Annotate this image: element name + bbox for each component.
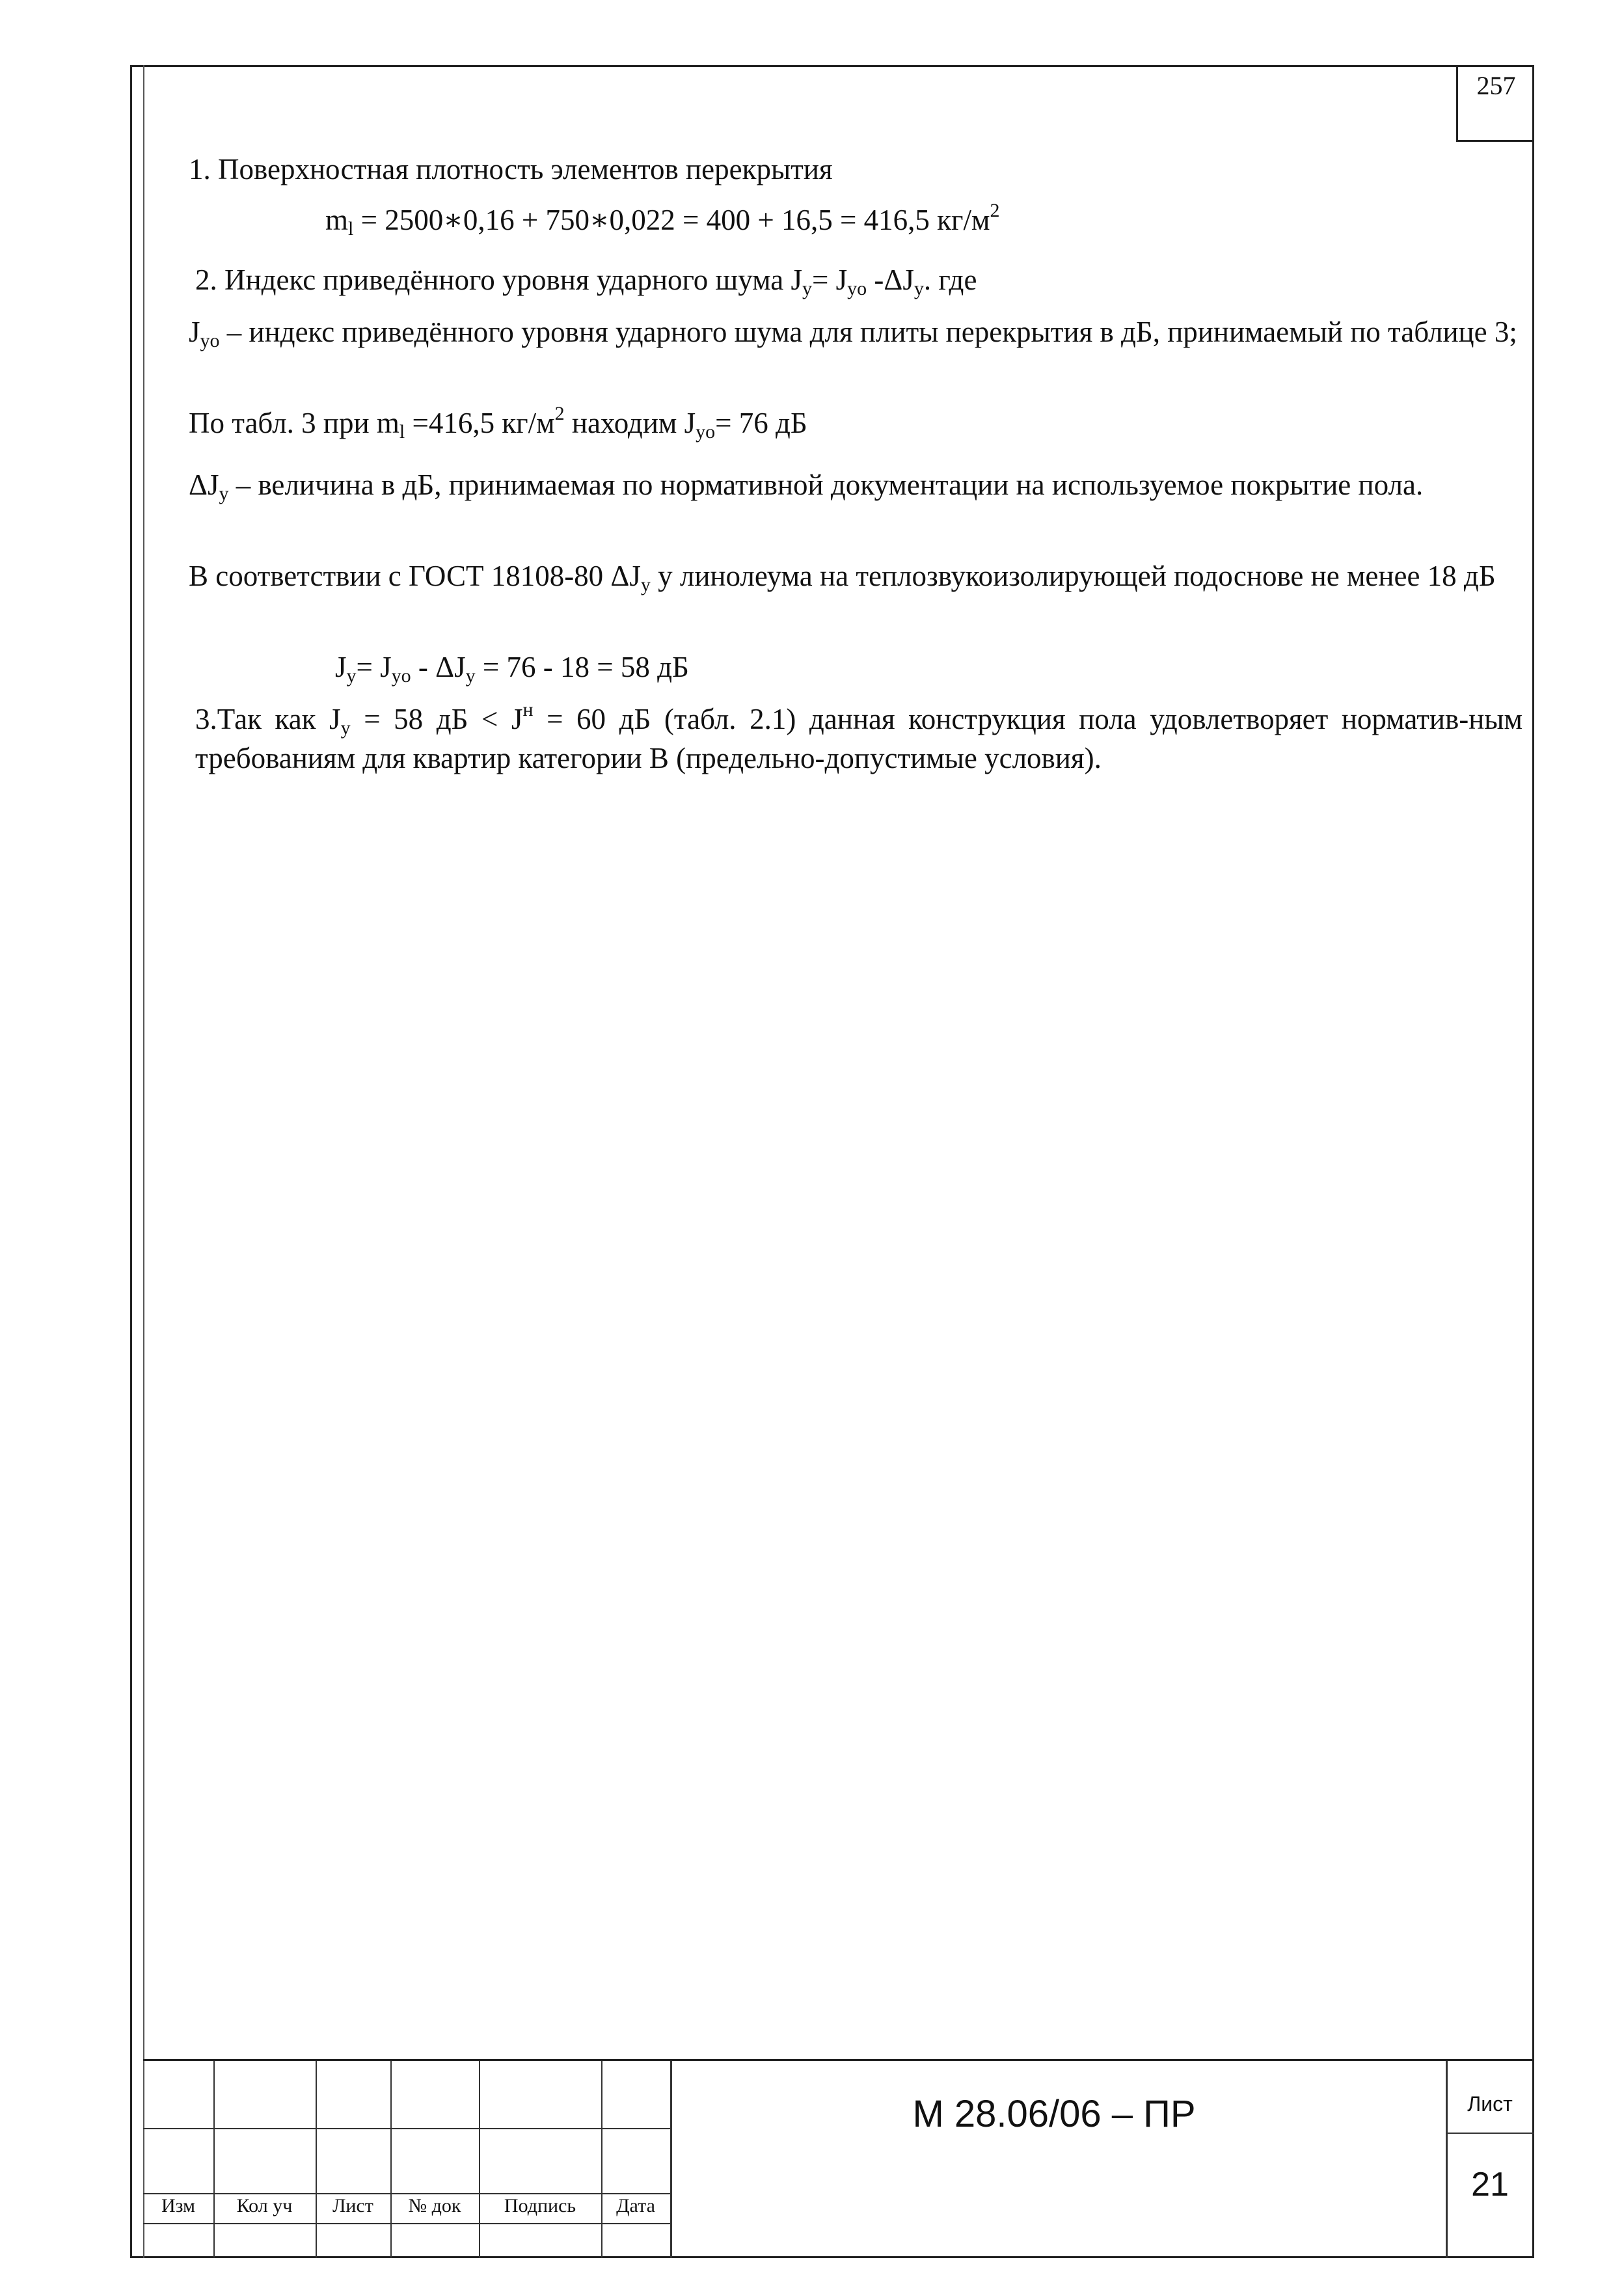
formula-impact-noise: $J_y= J_{yo} - \Delta J_y = 76 - 18 = 58$ дБ: [335, 651, 689, 687]
paragraph-2: 2. Индекс приведённого уровня ударного шума $J_y= J_{yo}$ $-\Delta J_y$. где: [195, 264, 977, 299]
tb-row-line: [1446, 2133, 1534, 2134]
tb-divider: [213, 2061, 215, 2258]
tb-divider: [1446, 2061, 1448, 2258]
tb-col-kol-uch: Кол уч: [236, 2195, 293, 2216]
tb-divider: [670, 2061, 672, 2258]
frame-inner-line: [143, 65, 1534, 2258]
tb-row-line: [143, 2223, 670, 2224]
tb-col-izm: Изм: [161, 2195, 196, 2216]
tb-divider: [479, 2061, 480, 2258]
paragraph-1: 1. Поверхностная плотность элементов перекрытия: [189, 153, 833, 185]
paragraph-3: $J_{yo}$ – индекс приведённого уровня ударного шума для плиты перекрытия в дБ, принимаемый по таблице 3;: [189, 316, 1517, 351]
sheet-number: 21: [1471, 2166, 1509, 2203]
tb-col-data: Дата: [616, 2195, 655, 2216]
tb-col-n-dok: № док: [408, 2195, 461, 2216]
paragraph-7: 3.Так как $J_y = 58$ дБ < $J^н = 60$ дБ (табл. 2.1) данная конструкция пола удовлетворяет норматив-ным требованиям для квартир категории В (предельно-допустимые условия).: [195, 699, 1523, 774]
tb-col-podpis: Подпись: [504, 2195, 576, 2216]
paragraph-5: $\Delta J_y$ – величина в дБ, принимаемая по нормативной документации на используемое покрытие пола.: [189, 469, 1424, 504]
title-block: [143, 2059, 1534, 2258]
tb-row-line: [143, 2128, 670, 2129]
sheet-label: Лист: [1467, 2092, 1513, 2116]
page-number: 257: [1476, 71, 1516, 100]
tb-row-line: [143, 2193, 670, 2194]
page-number-box: [1456, 65, 1534, 142]
tb-divider: [601, 2061, 602, 2258]
paragraph-4: По табл. 3 при $m_l =416,5$ $кг/м^2$ находим $J_{yo}= 76$ дБ: [189, 403, 807, 443]
paragraph-6: В соответствии с ГОСТ 18108-80 $\Delta J_y$ у линолеума на теплозвукоизолирующей подоснове не менее 18 дБ: [189, 560, 1496, 595]
tb-divider: [390, 2061, 392, 2258]
tb-divider: [316, 2061, 317, 2258]
formula-surface-density: $m_l$ = 2500∗0,16 + 750∗0,022 = 400 + 16,5 = 416,5 $кг/м^2$: [325, 200, 1000, 239]
tb-col-list: Лист: [332, 2195, 373, 2216]
document-code: М 28.06/06 – ПР: [912, 2093, 1196, 2135]
